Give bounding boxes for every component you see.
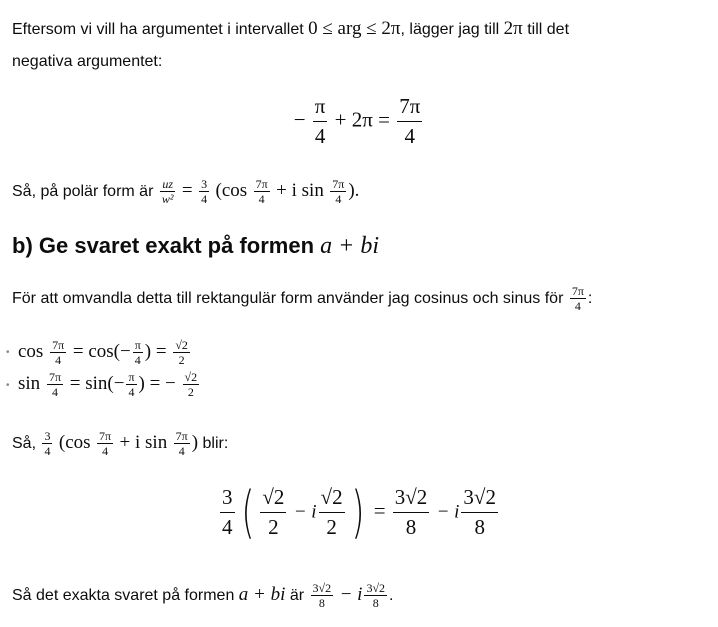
paragraph-becomes xyxy=(12,428,228,459)
fraction-7pi-over-4-e: $\frac{7\pi}{4}$ xyxy=(175,429,188,459)
paragraph-polar-form xyxy=(12,176,359,207)
close-paren: ). xyxy=(348,180,360,201)
plus-i-sin: + i sin xyxy=(119,432,168,453)
fraction-uz-over-w2: $\frac{uz}{\text{w²}}$ xyxy=(161,177,174,207)
heading-math: a + bi xyxy=(320,233,379,259)
intro-text-c: till det xyxy=(522,21,570,38)
two-pi-math: 2π xyxy=(503,18,523,39)
sin-fn: sin xyxy=(18,373,41,394)
cos-fn: cos xyxy=(18,341,44,362)
close-paren: ) xyxy=(191,432,199,453)
blir-text: blir: xyxy=(198,435,229,452)
fraction-sqrt2-over-2: $\frac{√2}{2}$ xyxy=(175,338,188,368)
list-item-cos xyxy=(18,337,192,367)
fraction-pi-4: $\frac{\pi}{4}$ xyxy=(128,370,135,400)
fraction-7pi-over-4-d: $\frac{7\pi}{4}$ xyxy=(99,429,112,459)
bullet-dot: • xyxy=(6,380,10,391)
fraction-3sqrt2-over-8-b: $\frac{3√2}{8}$ xyxy=(463,485,496,539)
plus-i-sin: + i sin xyxy=(276,180,324,201)
section-heading xyxy=(12,233,379,260)
plus-two-pi: + 2π = xyxy=(334,107,390,132)
bullet-dot: • xyxy=(6,347,10,358)
polar-text: Så, på polär form är xyxy=(12,183,158,200)
fraction-arg: $\frac{7\pi}{4}$ xyxy=(48,370,61,400)
fraction-sqrt2-over-2-b: $\frac{√2}{2}$ xyxy=(320,485,343,539)
final-text: Så det exakta svaret på formen xyxy=(12,587,239,604)
becomes-text: Så, xyxy=(12,435,41,452)
fraction-pi-over-4: $\frac{\pi}{4}$ xyxy=(314,94,326,148)
equals: = xyxy=(373,498,386,523)
fraction-7pi-over-4: $\frac{7\pi}{4}$ xyxy=(399,94,421,148)
heading-text: b) Ge svaret exakt på formen xyxy=(12,233,321,258)
fraction-3sqrt2-over-8-c: $\frac{3√2}{8}$ xyxy=(312,581,332,611)
paragraph-intro-line2: negativa argumentet: xyxy=(12,53,163,70)
sin-mid: = sin(− xyxy=(69,373,125,394)
cos-mid: = cos(− xyxy=(72,341,131,362)
paragraph-intro xyxy=(12,14,569,45)
intro-text: Eftersom vi vill ha argumentet i intervallet xyxy=(12,21,309,38)
fraction-sqrt2-over-2: $\frac{√2}{2}$ xyxy=(184,370,198,400)
minus-i: − i xyxy=(293,501,317,523)
colon: : xyxy=(587,290,593,307)
final-text-b: är xyxy=(285,587,309,604)
cos-open: (cos xyxy=(215,180,248,201)
left-paren: ( xyxy=(240,480,255,545)
cos-open: (cos xyxy=(58,432,91,453)
convert-text: För att omvandla detta till rektangulär form använder jag cosinus och sinus för xyxy=(12,290,568,307)
fraction-3-over-4: $\frac{3}{4}$ xyxy=(44,429,51,459)
right-paren: ) xyxy=(350,480,365,545)
fraction-7pi-over-4-b: $\frac{7\pi}{4}$ xyxy=(332,177,345,207)
fraction-sqrt2-over-2-a: $\frac{√2}{2}$ xyxy=(262,485,285,539)
interval-math: 0 ≤ arg ≤ 2π xyxy=(308,18,401,39)
cos-eq: ) = xyxy=(144,341,167,362)
display-equation-rectangular xyxy=(0,480,718,545)
fraction-7pi-over-4-c: $\frac{7\pi}{4}$ xyxy=(571,284,584,314)
display-equation-argument xyxy=(0,96,718,147)
fraction-3sqrt2-over-8-d: $\frac{3√2}{8}$ xyxy=(366,581,386,611)
intro-text-b: , lägger jag till xyxy=(400,21,504,38)
minus-i: − i xyxy=(339,584,363,605)
sin-eq: ) = − xyxy=(138,373,176,394)
minus-sign: − xyxy=(293,107,306,132)
fraction-7pi-over-4-a: $\frac{7\pi}{4}$ xyxy=(255,177,268,207)
equals: = xyxy=(181,180,193,201)
a-plus-bi: a + bi xyxy=(238,584,286,605)
fraction-pi-4: $\frac{\pi}{4}$ xyxy=(134,338,141,368)
list-item-sin xyxy=(18,369,201,399)
fraction-3-over-4: $\frac{3}{4}$ xyxy=(201,177,208,207)
paragraph-convert xyxy=(12,284,592,314)
fraction-3-over-4-big: $\frac{3}{4}$ xyxy=(222,485,233,539)
period: . xyxy=(389,587,394,604)
minus-i: − i xyxy=(436,501,460,523)
fraction-3sqrt2-over-8-a: $\frac{3√2}{8}$ xyxy=(394,485,428,539)
paragraph-final-answer xyxy=(12,580,393,611)
fraction-arg: $\frac{7\pi}{4}$ xyxy=(52,338,65,368)
